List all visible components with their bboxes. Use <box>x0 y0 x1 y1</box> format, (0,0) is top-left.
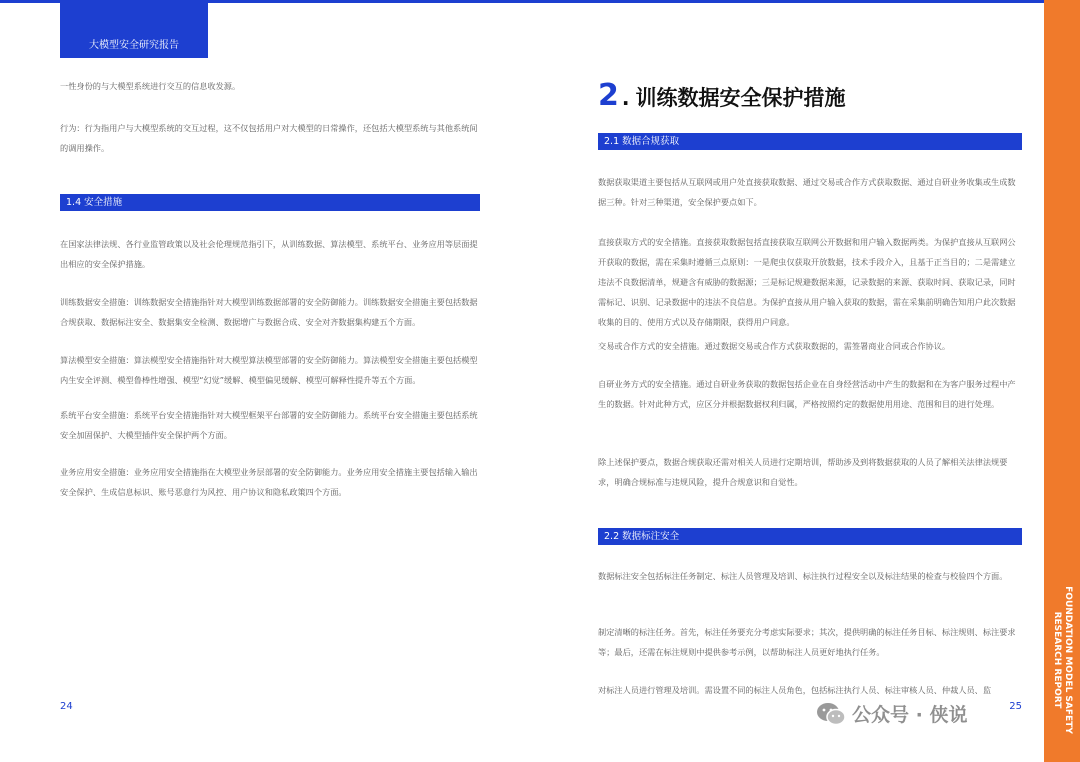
watermark-text: 公众号 · 侠说 <box>852 704 968 726</box>
left-page <box>60 0 480 762</box>
side-title-line-2: RESEARCH REPORT <box>1052 611 1062 709</box>
side-title-line-1: FOUNDATION MODEL SAFETY <box>1063 586 1073 734</box>
paragraph: 一性身份的与大模型系统进行交互的信息收发源。 <box>60 81 241 91</box>
chapter-dot: . <box>621 86 630 110</box>
page-number-right: 25 <box>1009 701 1022 712</box>
wechat-watermark <box>816 700 967 727</box>
paragraph: 制定清晰的标注任务。首先，标注任务要充分考虑实际要求；其次，提供明确的标注任务目标、标注规则、标注要求等；最后，还需在标注规则中提供参考示例，以帮助标注人员更好地执行任务。 <box>598 627 1016 657</box>
wechat-icon <box>816 701 846 727</box>
chapter-number: 2 <box>598 78 619 113</box>
paragraph: 直接获取方式的安全措施。直接获取数据包括直接获取互联网公开数据和用户输入数据两类。为保护直接从互联网公开获取的数据，需在采集时遵循三点原则：一是爬虫仅获取开放数据，技术手段介入，且基于正当目的；二是需建立违法不良数据清单，规避含有威胁的数据源；三是标记规避数据来源，记录数据的来源、获取时间、获取记录，同时需标记、识别、记录数据中的违法不良信息。为保护直接从用户输入获取的数据，需在采集前明确告知用户此次数据收集的目的、使用方式以及存储期限，获得用户同意。 <box>598 237 1016 327</box>
paragraph: 在国家法律法规、各行业监管政策以及社会伦理规范指引下，从训练数据、算法模型、系统平台、业务应用等层面提出相应的安全保护措施。 <box>60 239 478 269</box>
side-strip <box>1044 0 1080 762</box>
paragraph: 算法模型安全措施：算法模型安全措施指针对大模型算法模型部署的安全防御能力。算法模型安全措施主要包括模型内生安全评测、模型鲁棒性增强、模型“幻觉”缓解、模型偏见缓解、模型可解释性提升等五个方面。 <box>60 355 478 385</box>
chapter-title <box>598 78 845 118</box>
paragraph: 系统平台安全措施：系统平台安全措施指针对大模型框架平台部署的安全防御能力。系统平台安全措施主要包括系统安全加固保护、大模型插件安全保护两个方面。 <box>60 410 478 440</box>
section-heading-2-2 <box>598 528 1022 545</box>
paragraph: 行为：行为指用户与大模型系统的交互过程，这不仅包括用户对大模型的日常操作，还包括大模型系统与其他系统间的调用操作。 <box>60 123 478 153</box>
side-report-title <box>1051 586 1073 734</box>
paragraph: 除上述保护要点，数据合规获取还需对相关人员进行定期培训，帮助涉及到将数据获取的人员了解相关法律法规要求，明确合规标准与违规风险，提升合规意识和自觉性。 <box>598 457 1008 487</box>
paragraph: 数据获取渠道主要包括从互联网或用户处直接获取数据、通过交易或合作方式获取数据、通过自研业务收集或生成数据三种。针对三种渠道，安全保护要点如下。 <box>598 177 1016 207</box>
paragraph: 训练数据安全措施：训练数据安全措施指针对大模型训练数据部署的安全防御能力。训练数据安全措施主要包括数据合规获取、数据标注安全、数据集安全检测、数据增广与数据合成、安全对齐数据集构建五个方面。 <box>60 297 478 327</box>
section-heading-label: 1.4 安全措施 <box>66 197 123 208</box>
paragraph: 数据标注安全包括标注任务制定、标注人员管理及培训、标注执行过程安全以及标注结果的检查与校验四个方面。 <box>598 571 1008 581</box>
section-heading-1-4 <box>60 194 480 211</box>
right-page <box>598 0 1022 762</box>
paragraph: 交易或合作方式的安全措施。通过数据交易或合作方式获取数据的，需签署商业合同或合作协议。 <box>598 341 951 351</box>
paragraph: 业务应用安全措施：业务应用安全措施指在大模型业务层部署的安全防御能力。业务应用安全措施主要包括输入输出安全保护、生成信息标识、账号恶意行为风控、用户协议和隐私政策四个方面。 <box>60 467 478 497</box>
section-heading-2-1 <box>598 133 1022 150</box>
report-title: 大模型安全研究报告 <box>89 39 179 51</box>
chapter-title-text: 训练数据安全保护措施 <box>635 86 846 110</box>
page-number-left: 24 <box>60 701 73 712</box>
section-heading-label: 2.1 数据合规获取 <box>604 136 680 147</box>
section-heading-label: 2.2 数据标注安全 <box>604 531 680 542</box>
paragraph: 对标注人员进行管理及培训。需设置不同的标注人员角色，包括标注执行人员、标注审核人员、仲裁人员、监 <box>598 685 992 695</box>
paragraph: 自研业务方式的安全措施。通过自研业务获取的数据包括企业在自身经营活动中产生的数据和在为客户服务过程中产生的数据。针对此种方式，应区分并根据数据权利归属，严格按照约定的数据使用用途、范围和目的进行处理。 <box>598 379 1016 409</box>
